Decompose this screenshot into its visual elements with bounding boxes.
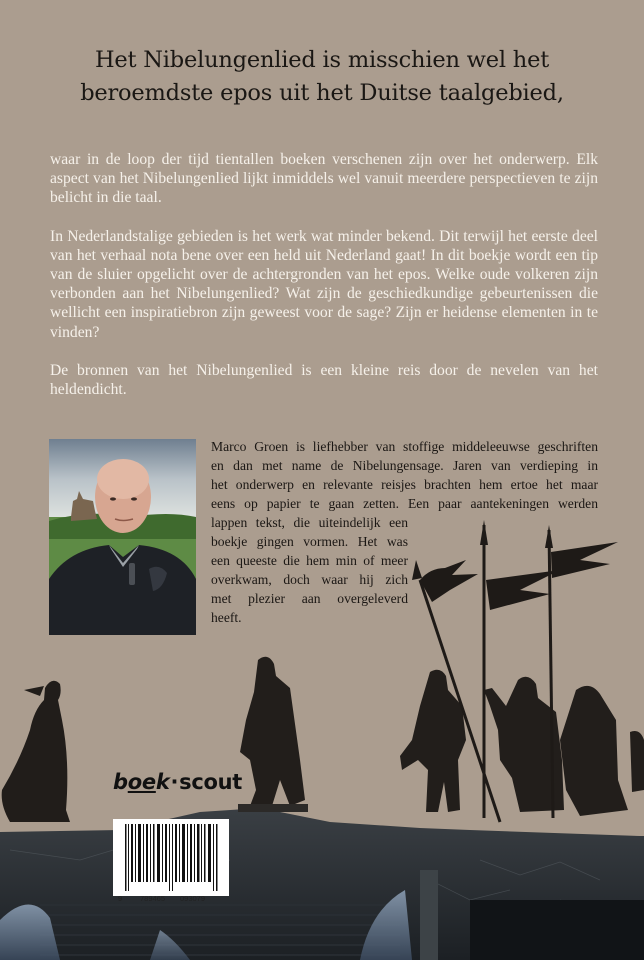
- bio-line: een queeste die hem min of meer: [211, 553, 408, 568]
- isbn-barcode: 9 789465 093079: [113, 819, 229, 896]
- headline: [40, 44, 604, 110]
- bio-line: Marco Groen is liefhebber van stoffige middeleeuwse geschriften: [211, 439, 598, 454]
- headline-line-1: Het Nibelungenlied is misschien wel het: [94, 47, 550, 73]
- bio-line: en dan met name de Nibelungensage. Jaren van verdieping in: [211, 458, 598, 473]
- blurb-text: [50, 150, 598, 418]
- barcode-bars: [113, 819, 229, 896]
- headline-line-2: beroemdste epos uit het Duitse taalgebied,: [80, 80, 564, 106]
- publisher-logo: [113, 770, 242, 794]
- bio-line: lappen tekst, die uiteindelijk een: [211, 515, 408, 530]
- bio-line: het onderwerp en relevante reisjes brachten hem ertoe het maar: [211, 477, 598, 492]
- bio-line: overkwam, doch waar hij zich: [211, 572, 408, 587]
- bio-line: heeft.: [211, 610, 242, 625]
- bio-line: eens op papier te gaan zetten. Een paar aantekeningen werden: [211, 496, 598, 511]
- blurb-paragraph-1: waar in de loop der tijd tientallen boeken verschenen zijn over het onderwerp. Elk aspect van het Nibelungenlied lijkt inmiddels wel vanuit meerdere perspectieven te zijn belicht in die taal.: [50, 151, 598, 207]
- logo-boek: boek: [113, 770, 170, 794]
- logo-dot: ·: [170, 770, 179, 794]
- blurb-paragraph-2: In Nederlandstalige gebieden is het werk wat minder bekend. Dit terwijl het eerste deel van het verhaal nota bene over een held uit Nederland gaat! In dit boekje wordt een tip van de sluier opgelicht over de achtergronden van het epos. Welke oude volkeren zijn verbonden aan het Nibelungenlied? Wat zijn de geschiedkundige gebeurtenissen die wellicht een inspiratiebron zijn geweest voor de sage? Zijn er heidense elementen in te vinden?: [50, 227, 598, 341]
- logo-scout: scout: [179, 770, 243, 794]
- bio-line: boekje gingen vormen. Het was: [211, 534, 408, 549]
- author-bio: [211, 437, 598, 627]
- bio-line: met plezier aan overgeleverd: [211, 591, 408, 606]
- author-photo: [49, 439, 196, 635]
- blurb-paragraph-3: De bronnen van het Nibelungenlied is een kleine reis door de nevelen van het heldendicht.: [50, 361, 598, 399]
